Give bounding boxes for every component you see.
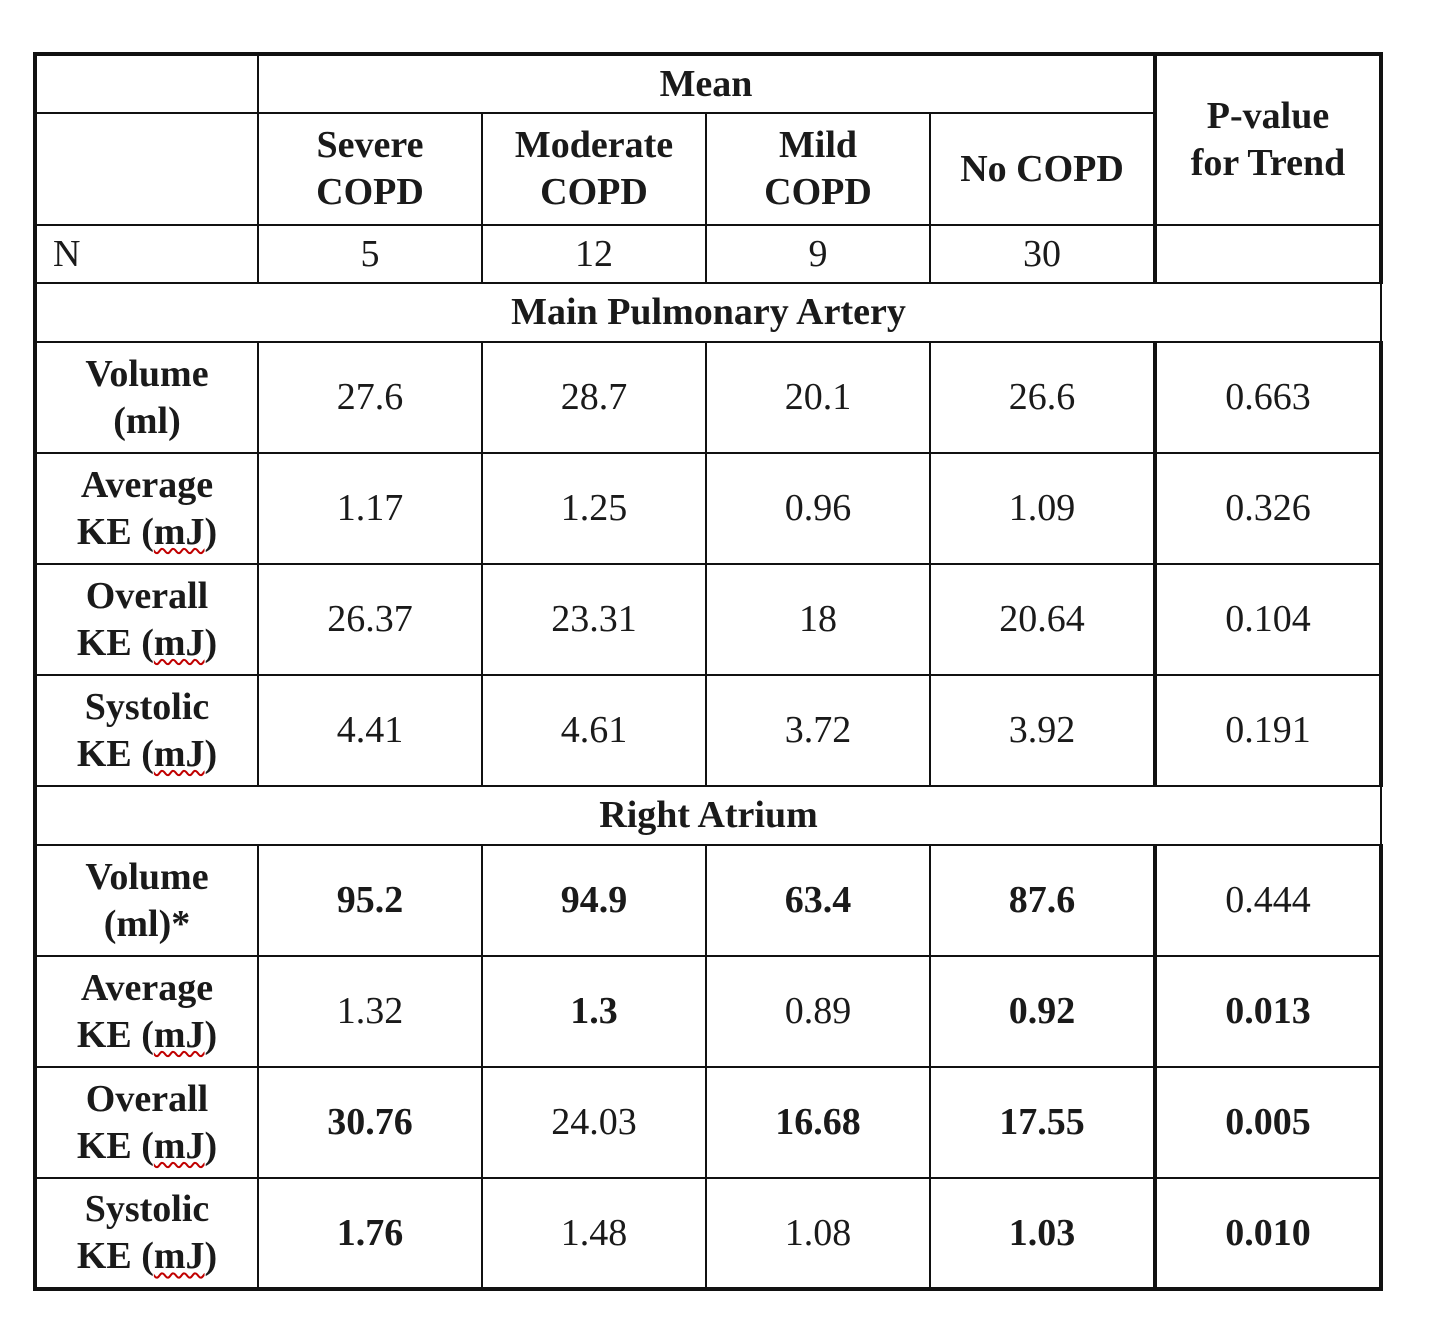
n-value-no-copd: 30 — [930, 225, 1155, 283]
value-cell-severe: 27.6 — [258, 342, 482, 453]
row-label — [35, 564, 258, 675]
n-row — [35, 225, 1381, 283]
group-header-line2: COPD — [764, 171, 872, 213]
value-cell-mild: 0.89 — [706, 956, 930, 1067]
value-cell-severe: 1.76 — [258, 1178, 482, 1289]
value-cell-severe: 1.32 — [258, 956, 482, 1067]
row-label-line2: KE (mJ) — [76, 510, 218, 553]
row-label — [35, 675, 258, 786]
pvalue-header-line1: P-value — [1206, 95, 1330, 137]
group-header-moderate — [482, 113, 706, 225]
table-row — [35, 1178, 1381, 1289]
row-label-line1: Overall — [85, 574, 209, 617]
value-cell-mild: 20.1 — [706, 342, 930, 453]
spellcheck-underline: mJ — [153, 732, 205, 775]
row-label-line2: KE (mJ) — [76, 732, 218, 775]
value-cell-no-copd: 17.55 — [930, 1067, 1155, 1178]
value-cell-moderate: 4.61 — [482, 675, 706, 786]
group-header-severe — [258, 113, 482, 225]
value-cell-moderate: 94.9 — [482, 845, 706, 956]
group-header-line1: Severe — [316, 124, 424, 166]
row-label-line1: Overall — [85, 1077, 209, 1120]
row-label — [35, 342, 258, 453]
table-row — [35, 453, 1381, 564]
value-cell-no-copd: 3.92 — [930, 675, 1155, 786]
row-label — [35, 956, 258, 1067]
value-cell-mild: 1.08 — [706, 1178, 930, 1289]
value-cell-no-copd: 20.64 — [930, 564, 1155, 675]
row-label — [35, 845, 258, 956]
value-cell-moderate: 1.3 — [482, 956, 706, 1067]
value-cell-no-copd: 87.6 — [930, 845, 1155, 956]
spellcheck-underline: mJ — [153, 1124, 205, 1167]
group-header-line1: Moderate — [514, 124, 674, 166]
value-cell-severe: 30.76 — [258, 1067, 482, 1178]
row-label — [35, 1178, 258, 1289]
pvalue-cell: 0.013 — [1155, 956, 1381, 1067]
spellcheck-underline: mJ — [153, 621, 205, 664]
n-value-mild: 9 — [706, 225, 930, 283]
row-label-line1: Average — [80, 966, 214, 1009]
n-pvalue — [1155, 225, 1381, 283]
group-header-corner-cell — [35, 113, 258, 225]
row-label-line1: Systolic — [84, 1188, 210, 1230]
value-cell-moderate: 1.48 — [482, 1178, 706, 1289]
value-cell-mild: 3.72 — [706, 675, 930, 786]
header-corner-cell — [35, 54, 258, 113]
row-label-line2: KE (mJ) — [76, 621, 218, 664]
n-label: N — [35, 225, 258, 283]
value-cell-moderate: 24.03 — [482, 1067, 706, 1178]
spellcheck-underline: mJ — [153, 510, 205, 553]
value-cell-mild: 63.4 — [706, 845, 930, 956]
section-title: Main Pulmonary Artery — [35, 283, 1381, 342]
row-label — [35, 1067, 258, 1178]
group-header-line2: COPD — [540, 171, 648, 213]
value-cell-no-copd: 1.03 — [930, 1178, 1155, 1289]
group-header-line1: No COPD — [960, 147, 1124, 190]
pvalue-cell: 0.104 — [1155, 564, 1381, 675]
table-row — [35, 1067, 1381, 1178]
value-cell-severe: 26.37 — [258, 564, 482, 675]
pvalue-cell: 0.444 — [1155, 845, 1381, 956]
table-row — [35, 675, 1381, 786]
section-title-row — [35, 283, 1381, 342]
row-label-line2: KE (mJ) — [76, 1013, 218, 1056]
value-cell-mild: 16.68 — [706, 1067, 930, 1178]
row-label — [35, 453, 258, 564]
mean-header: Mean — [258, 54, 1155, 113]
pvalue-cell: 0.663 — [1155, 342, 1381, 453]
copd-ke-results-table — [33, 52, 1383, 1291]
pvalue-cell: 0.191 — [1155, 675, 1381, 786]
value-cell-no-copd: 0.92 — [930, 956, 1155, 1067]
pvalue-cell: 0.005 — [1155, 1067, 1381, 1178]
value-cell-severe: 95.2 — [258, 845, 482, 956]
table-row — [35, 845, 1381, 956]
section-title-row — [35, 786, 1381, 845]
n-value-severe: 5 — [258, 225, 482, 283]
row-label-line1: Systolic — [84, 685, 210, 728]
section-title: Right Atrium — [35, 786, 1381, 845]
n-value-moderate: 12 — [482, 225, 706, 283]
value-cell-mild: 18 — [706, 564, 930, 675]
row-label-line2: KE (mJ) — [76, 1124, 218, 1167]
table-row — [35, 342, 1381, 453]
group-header-no-copd — [930, 113, 1155, 225]
row-label-line1: Volume — [85, 352, 209, 395]
value-cell-mild: 0.96 — [706, 453, 930, 564]
row-label-line2: KE (mJ) — [76, 1235, 218, 1277]
spellcheck-underline: mJ — [153, 1235, 205, 1277]
value-cell-moderate: 23.31 — [482, 564, 706, 675]
pvalue-cell: 0.010 — [1155, 1178, 1381, 1289]
table-row — [35, 956, 1381, 1067]
value-cell-severe: 1.17 — [258, 453, 482, 564]
row-label-line2: (ml) — [113, 399, 181, 442]
spellcheck-underline: mJ — [153, 1013, 205, 1056]
group-header-line2: COPD — [316, 171, 424, 213]
value-cell-no-copd: 1.09 — [930, 453, 1155, 564]
row-label-line1: Volume — [85, 855, 209, 898]
value-cell-moderate: 28.7 — [482, 342, 706, 453]
row-label-line2: (ml)* — [103, 902, 191, 945]
pvalue-cell: 0.326 — [1155, 453, 1381, 564]
value-cell-no-copd: 26.6 — [930, 342, 1155, 453]
results-table-container — [33, 52, 1383, 1291]
pvalue-header-line2: for Trend — [1190, 142, 1346, 184]
value-cell-severe: 4.41 — [258, 675, 482, 786]
value-cell-moderate: 1.25 — [482, 453, 706, 564]
group-header-line1: Mild — [778, 124, 858, 166]
row-label-line1: Average — [80, 463, 214, 506]
pvalue-header — [1155, 54, 1381, 225]
group-header-mild — [706, 113, 930, 225]
table-row — [35, 564, 1381, 675]
header-row-mean — [35, 54, 1381, 113]
